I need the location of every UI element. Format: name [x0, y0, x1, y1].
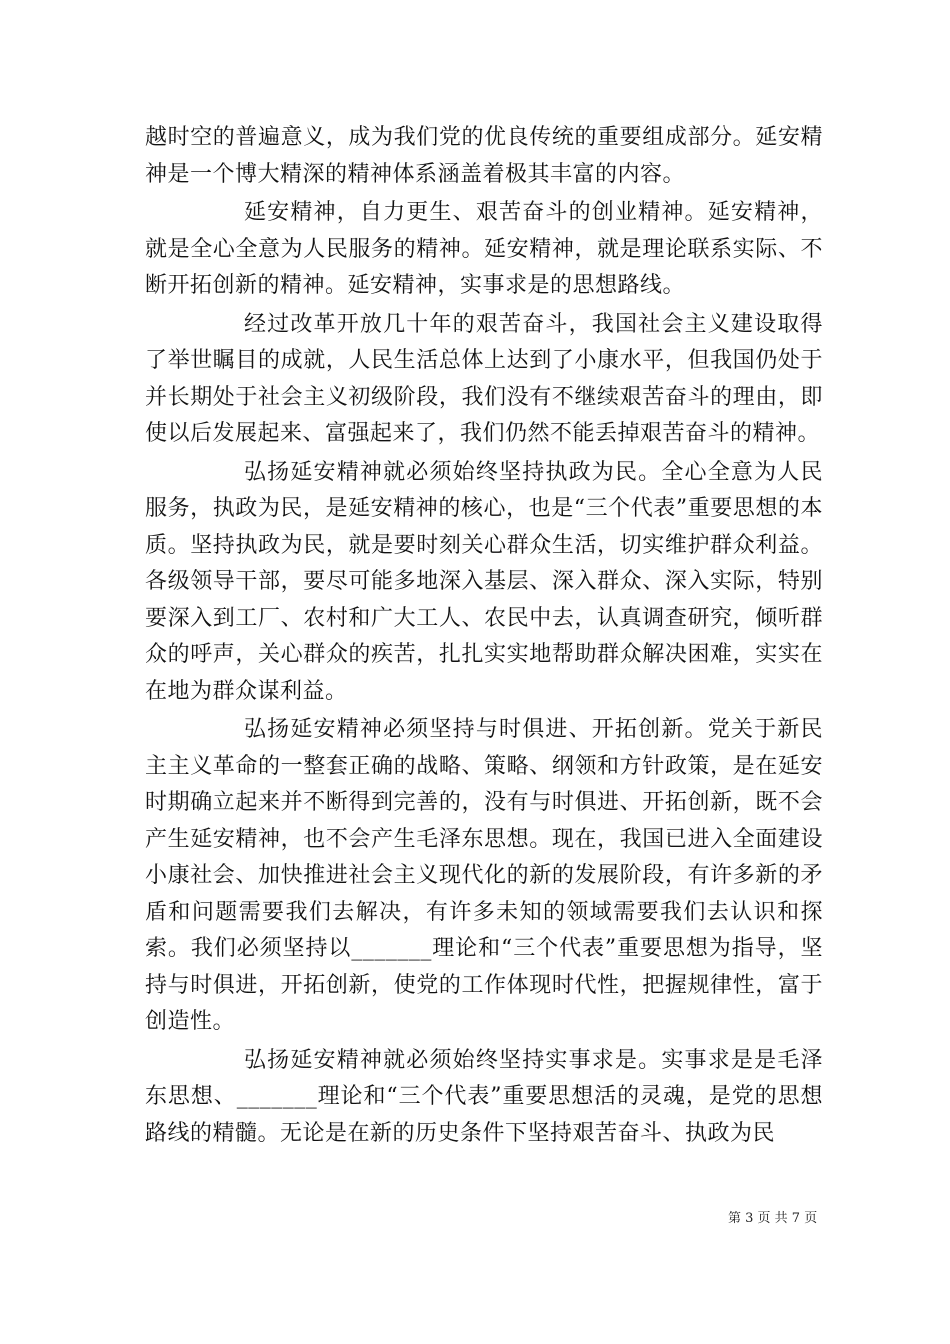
body-text [145, 120, 823, 1154]
paragraph-4: 弘扬延安精神就必须始终坚持执政为民。全心全意为人民服务，执政为民，是延安精神的核心，也是“三个代表”重要思想的本质。坚持执政为民，就是要时刻关心群众生活，切实维护群众利益。各级领导干部，要尽可能多地深入基层、深入群众、深入实际，特别要深入到工厂、农村和广大工人、农民中去，认真调查研究，倾听群众的呼声，关心群众的疾苦，扎扎实实地帮助群众解决困难，实实在在地为群众谋利益。 [145, 459, 823, 704]
paragraph-6: 弘扬延安精神就必须始终坚持实事求是。实事求是是毛泽东思想、_______理论和“三个代表”重要思想活的灵魂，是党的思想路线的精髓。无论是在新的历史条件下坚持艰苦奋斗、执政为民 [145, 1047, 823, 1146]
paragraph-5: 弘扬延安精神必须坚持与时俱进、开拓创新。党关于新民主主义革命的一整套正确的战略、策略、纲领和方针政策，是在延安时期确立起来并不断得到完善的，没有与时俱进、开拓创新，既不会产生延安精神，也不会产生毛泽东思想。现在，我国已进入全面建设小康社会、加快推进社会主义现代化的新的发展阶段，有许多新的矛盾和问题需要我们去解决，有许多未知的领域需要我们去认识和探索。我们必须坚持以_______理论和“三个代表”重要思想为指导，坚持与时俱进，开拓创新，使党的工作体现时代性，把握规律性，富于创造性。 [145, 717, 823, 1034]
paragraph-2: 延安精神，自力更生、艰苦奋斗的创业精神。延安精神，就是全心全意为人民服务的精神。延安精神，就是理论联系实际、不断开拓创新的精神。延安精神，实事求是的思想路线。 [145, 200, 823, 298]
paragraph-1: 越时空的普遍意义，成为我们党的优良传统的重要组成部分。延安精神是一个博大精深的精神体系涵盖着极其丰富的内容。 [145, 125, 823, 187]
page-number: 第 3 页 共 7 页 [728, 1211, 818, 1226]
paragraph-3: 经过改革开放几十年的艰苦奋斗，我国社会主义建设取得了举世瞩目的成就，人民生活总体上达到了小康水平，但我国仍处于并长期处于社会主义初级阶段，我们没有不继续艰苦奋斗的理由，即使以后发展起来、富强起来了，我们仍然不能丢掉艰苦奋斗的精神。 [145, 311, 823, 446]
